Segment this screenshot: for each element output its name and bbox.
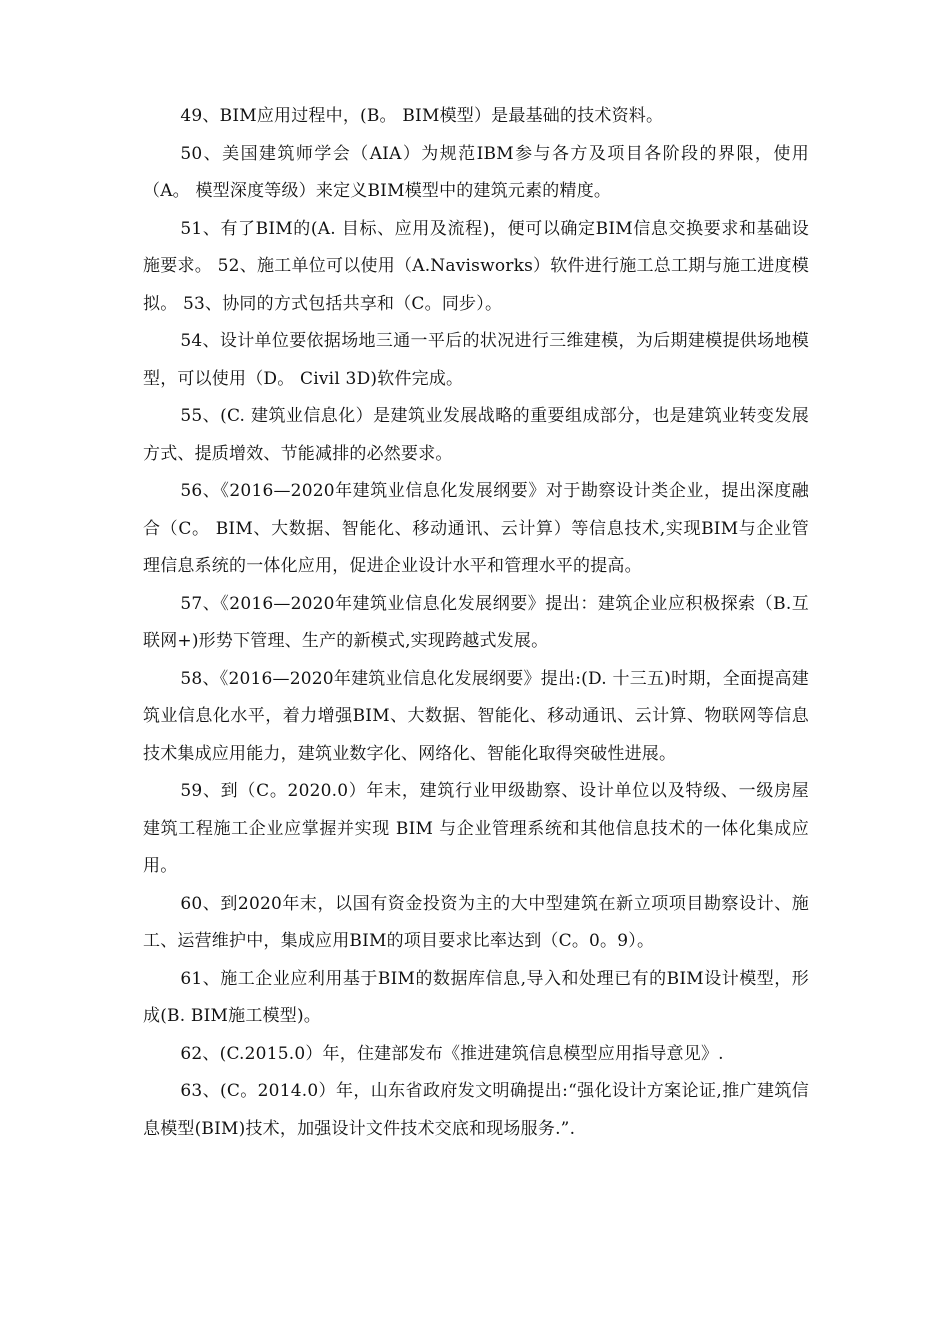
question-60: 60、到2020年末，以国有资金投资为主的大中型建筑在新立项项目勘察设计、施工、运营维护中，集成应用BIM的项目要求比率达到（C。0。9）。 xyxy=(143,893,809,951)
question-62: 62、(C.2015.0）年，住建部发布《推进建筑信息模型应用指导意见》. xyxy=(180,1043,724,1064)
question-54: 54、设计单位要依据场地三通一平后的状况进行三维建模，为后期建模提供场地模型，可以使用（D。 Civil 3D)软件完成。 xyxy=(143,331,809,389)
question-49: 49、BIM应用过程中，(B。 BIM模型）是最基础的技术资料。 xyxy=(180,106,664,126)
question-63: 63、(C。2014.0）年，山东省政府发文明确提出:“强化设计方案论证,推广建筑信息模型(BIM)技术，加强设计文件技术交底和现场服务.”. xyxy=(143,1081,809,1139)
question-51-53: 51、有了BIM的(A. 目标、应用及流程)，便可以确定BIM信息交换要求和基础设施要求。 52、施工单位可以使用（A.Navisworks）软件进行施工总工期与施工进度模拟。 53、协同的方式包括共享和（C。同步）。 xyxy=(143,218,809,314)
document-body xyxy=(143,98,809,1148)
question-50: 50、美国建筑师学会（AIA）为规范IBM参与各方及项目各阶段的界限，使用（A。 模型深度等级）来定义BIM模型中的建筑元素的精度。 xyxy=(143,143,809,201)
question-57: 57、《2016—2020年建筑业信息化发展纲要》提出：建筑企业应积极探索（B.互联网+)形势下管理、生产的新模式,实现跨越式发展。 xyxy=(143,593,809,651)
question-59: 59、到（C。2020.0）年末，建筑行业甲级勘察、设计单位以及特级、一级房屋建筑工程施工企业应掌握并实现 BIM 与企业管理系统和其他信息技术的一体化集成应用。 xyxy=(143,781,809,876)
question-58: 58、《2016—2020年建筑业信息化发展纲要》提出:(D. 十三五)时期，全面提高建筑业信息化水平，着力增强BIM、大数据、智能化、移动通讯、云计算、物联网等信息技术集成应用能力，建筑业数字化、网络化、智能化取得突破性进展。 xyxy=(143,668,809,764)
question-61: 61、施工企业应利用基于BIM的数据库信息,导入和处理已有的BIM设计模型，形成(B. BIM施工模型)。 xyxy=(143,968,809,1026)
question-55: 55、(C. 建筑业信息化）是建筑业发展战略的重要组成部分，也是建筑业转变发展方式、提质增效、节能减排的必然要求。 xyxy=(143,406,809,464)
question-56: 56、《2016—2020年建筑业信息化发展纲要》对于勘察设计类企业，提出深度融合（C。 BIM、大数据、智能化、移动通讯、云计算）等信息技术,实现BIM与企业管理信息系统的一体化应用，促进企业设计水平和管理水平的提高。 xyxy=(143,481,809,576)
